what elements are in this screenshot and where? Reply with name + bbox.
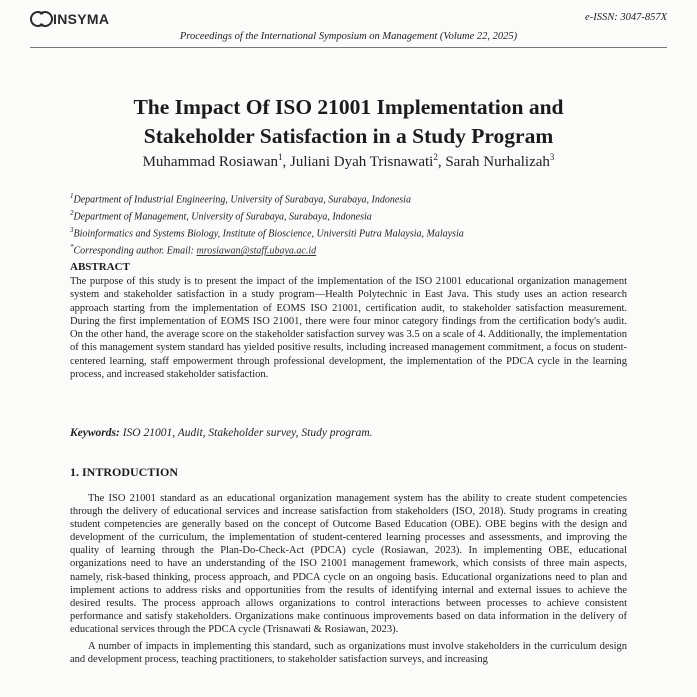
introduction-body (70, 492, 627, 666)
author-separator: , (282, 154, 290, 170)
abstract-text: The purpose of this study is to present the impact of the implementation of the ISO 21001 educational organization management system and stakeholder satisfaction in a study program—Health Polytechnic in East Java. This study uses an action research approach starting from the implementation of EOMS ISO 21001, certification audit, to stakeholder satisfaction measurement. During the first implementation of EOMS ISO 21001, there were four minor category findings from the certification body's audit. On the other hand, the average score on the stakeholder satisfaction survey was 3.5 on a scale of 4. Additionally, the implementation of this management system standard has yielded positive results, including increased management commitment, a focus on student-centered learning, staff empowerment through professional development, the implementation of the PDCA cycle in the learning process, and increased stakeholder satisfaction. (70, 276, 627, 381)
keywords-line (70, 427, 657, 439)
affiliation-line: $^3$Bioinformatics and Systems Biology, Institute of Bioscience, Universiti Putra Malaysia, Malaysia (70, 226, 464, 240)
corresponding-author: *Corresponding author. Email: mrosiawan@staff.ubaya.ac.id (70, 243, 317, 257)
title-line-1: The Impact Of ISO 21001 Implementation and (133, 95, 564, 119)
section-heading: 1. INTRODUCTION (70, 465, 179, 479)
author-name: Sarah Nurhalizah (445, 154, 550, 170)
running-header (30, 8, 667, 30)
affiliations (70, 190, 657, 259)
keywords-label: Keywords: (70, 427, 120, 439)
affiliation-line: $^2$Department of Management, University of Surabaya, Surabaya, Indonesia (70, 209, 372, 223)
author-separator: , (437, 154, 446, 170)
author-sup: 2 (433, 152, 438, 162)
title-line-2: Stakeholder Satisfaction in a Study Program (143, 124, 554, 148)
logo-text: INSYMA (53, 11, 110, 27)
author-list (0, 152, 697, 171)
abstract-heading: ABSTRACT (70, 261, 130, 273)
email-link[interactable]: mrosiawan@staff.ubaya.ac.id (196, 245, 317, 257)
issn-label: e-ISSN: 3047-857X (585, 12, 667, 23)
author-name: Muhammad Rosiawan (142, 154, 278, 170)
paragraph: The ISO 21001 standard as an educational organization management system has the ability to create student competencies through the delivery of educational services and increase satisfaction from stakeholders (ISO, 2018). Study programs in creating student competencies are generally based on the concept of Outcome Based Education (OBE). OBE begins with the design and development of the curriculum, the implementation of student-centered learning processes and assessments, and improving the quality of learning through the Plan-Do-Check-Act (PDCA) cycle (Rosiawan, 2023). In implementing OBE, educational organizations need to have an understanding of the ISO 21001 management framework, which consists of three main aspects, namely, risk-based thinking, process approach, and PDCA cycle on an ongoing basis. Educational organizations need to plan and implement actions to address risks and opportunities from the results of identifying internal and external issues to achieve the desired results. The process approach allows organizations to control interactions between processes to achieve consistent performance and satisfy stakeholders. Organizations make continuous improvements based on data information in the delivery of educational services through the PDCA cycle (Trisnawati & Rosiawan, 2023). (70, 493, 627, 635)
keywords-list: ISO 21001, Audit, Stakeholder survey, Study program. (119, 427, 373, 439)
author-sup: 1 (278, 152, 283, 162)
proceedings-line: Proceedings of the International Symposium on Management (Volume 22, 2025) (179, 31, 518, 42)
author-sup: 3 (549, 152, 555, 162)
affiliation-line: $^1$Department of Industrial Engineering, University of Surabaya, Surabaya, Indonesia (70, 192, 411, 206)
paragraph: A number of impacts in implementing this standard, such as organizations must involve stakeholders in the curriculum design and development process, teaching practitioners, to stakeholder satisfaction surveys, and increasing (70, 641, 627, 666)
logo-rings-icon (30, 10, 52, 28)
paper-title (40, 93, 657, 151)
author-name: Juliani Dyah Trisnawati (290, 154, 434, 170)
header-divider (30, 47, 667, 48)
insyma-logo (30, 8, 109, 30)
